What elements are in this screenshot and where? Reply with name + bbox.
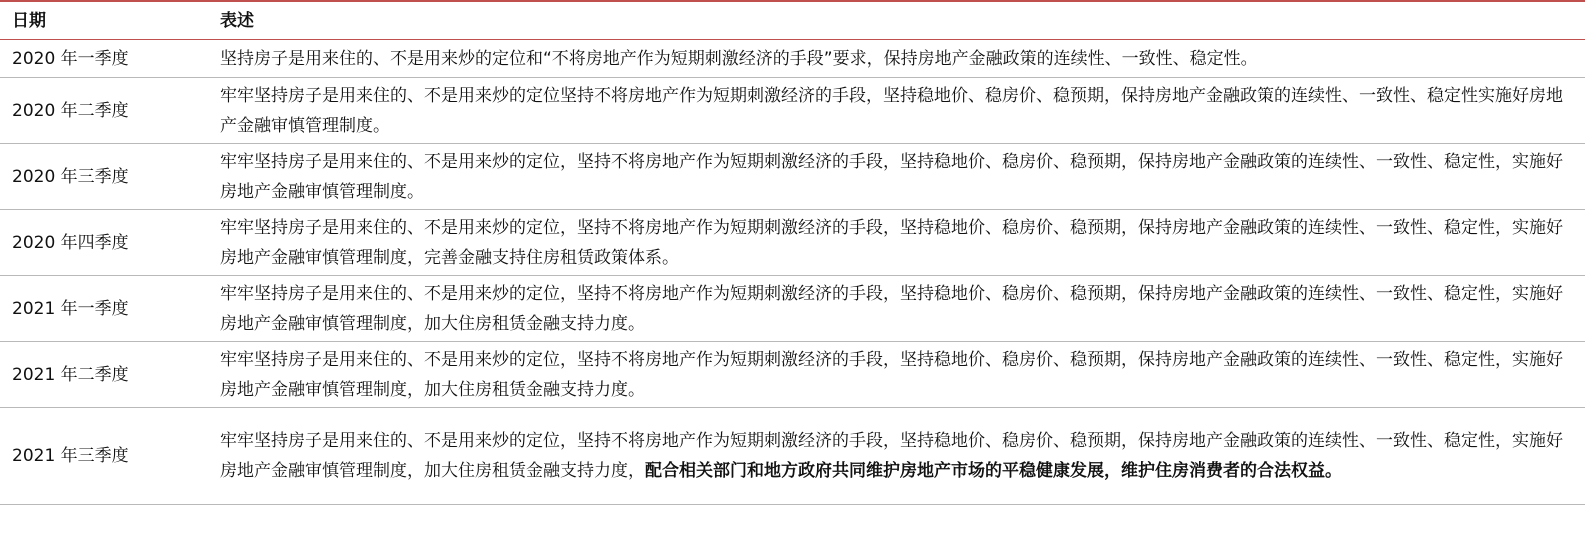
header-date: 日期 [12,10,46,31]
table-row [0,144,1585,210]
table-row [0,210,1585,276]
row-description [220,426,1585,486]
table-row [0,40,1585,78]
table-header-row [0,2,1585,40]
row-description-regular: 牢牢坚持房子是用来住的、不是用来炒的定位，坚持不将房地产作为短期刺激经济的手段，坚持稳地价、稳房价、稳预期，保持房地产金融政策的连续性、一致性、稳定性，实施好房地产金融审慎管理制度，加大住房租赁金融支持力度， [220,431,1563,481]
table-row [0,342,1585,408]
row-description: 坚持房子是用来住的、不是用来炒的定位和“不将房地产作为短期刺激经济的手段”要求，保持房地产金融政策的连续性、一致性、稳定性。 [220,48,1258,69]
table-row [0,276,1585,342]
row-date: 2021 年一季度 [12,298,129,319]
row-description: 牢牢坚持房子是用来住的、不是用来炒的定位，坚持不将房地产作为短期刺激经济的手段，坚持稳地价、稳房价、稳预期，保持房地产金融政策的连续性、一致性、稳定性，实施好房地产金融审慎管理制度，加大住房租赁金融支持力度。 [220,349,1563,400]
row-description: 牢牢坚持房子是用来住的、不是用来炒的定位，坚持不将房地产作为短期刺激经济的手段，坚持稳地价、稳房价、稳预期，保持房地产金融政策的连续性、一致性、稳定性，实施好房地产金融审慎管理制度，加大住房租赁金融支持力度。 [220,283,1563,334]
row-date: 2021 年二季度 [12,364,129,385]
row-description-bold: 配合相关部门和地方政府共同维护房地产市场的平稳健康发展，维护住房消费者的合法权益。 [645,461,1342,481]
row-description: 牢牢坚持房子是用来住的、不是用来炒的定位坚持不将房地产作为短期刺激经济的手段，坚持稳地价、稳房价、稳预期，保持房地产金融政策的连续性、一致性、稳定性实施好房地产金融审慎管理制度。 [220,85,1563,136]
row-date: 2021 年三季度 [12,446,129,466]
header-description: 表述 [220,10,254,31]
row-date: 2020 年一季度 [12,48,129,69]
table-row [0,408,1585,505]
table-row [0,78,1585,144]
row-date: 2020 年二季度 [12,100,129,121]
row-date: 2020 年四季度 [12,232,129,253]
row-description: 牢牢坚持房子是用来住的、不是用来炒的定位，坚持不将房地产作为短期刺激经济的手段，坚持稳地价、稳房价、稳预期，保持房地产金融政策的连续性、一致性、稳定性，实施好房地产金融审慎管理制度。 [220,151,1563,202]
row-description: 牢牢坚持房子是用来住的、不是用来炒的定位，坚持不将房地产作为短期刺激经济的手段，坚持稳地价、稳房价、稳预期，保持房地产金融政策的连续性、一致性、稳定性，实施好房地产金融审慎管理制度，完善金融支持住房租赁政策体系。 [220,217,1563,268]
row-date: 2020 年三季度 [12,166,129,187]
